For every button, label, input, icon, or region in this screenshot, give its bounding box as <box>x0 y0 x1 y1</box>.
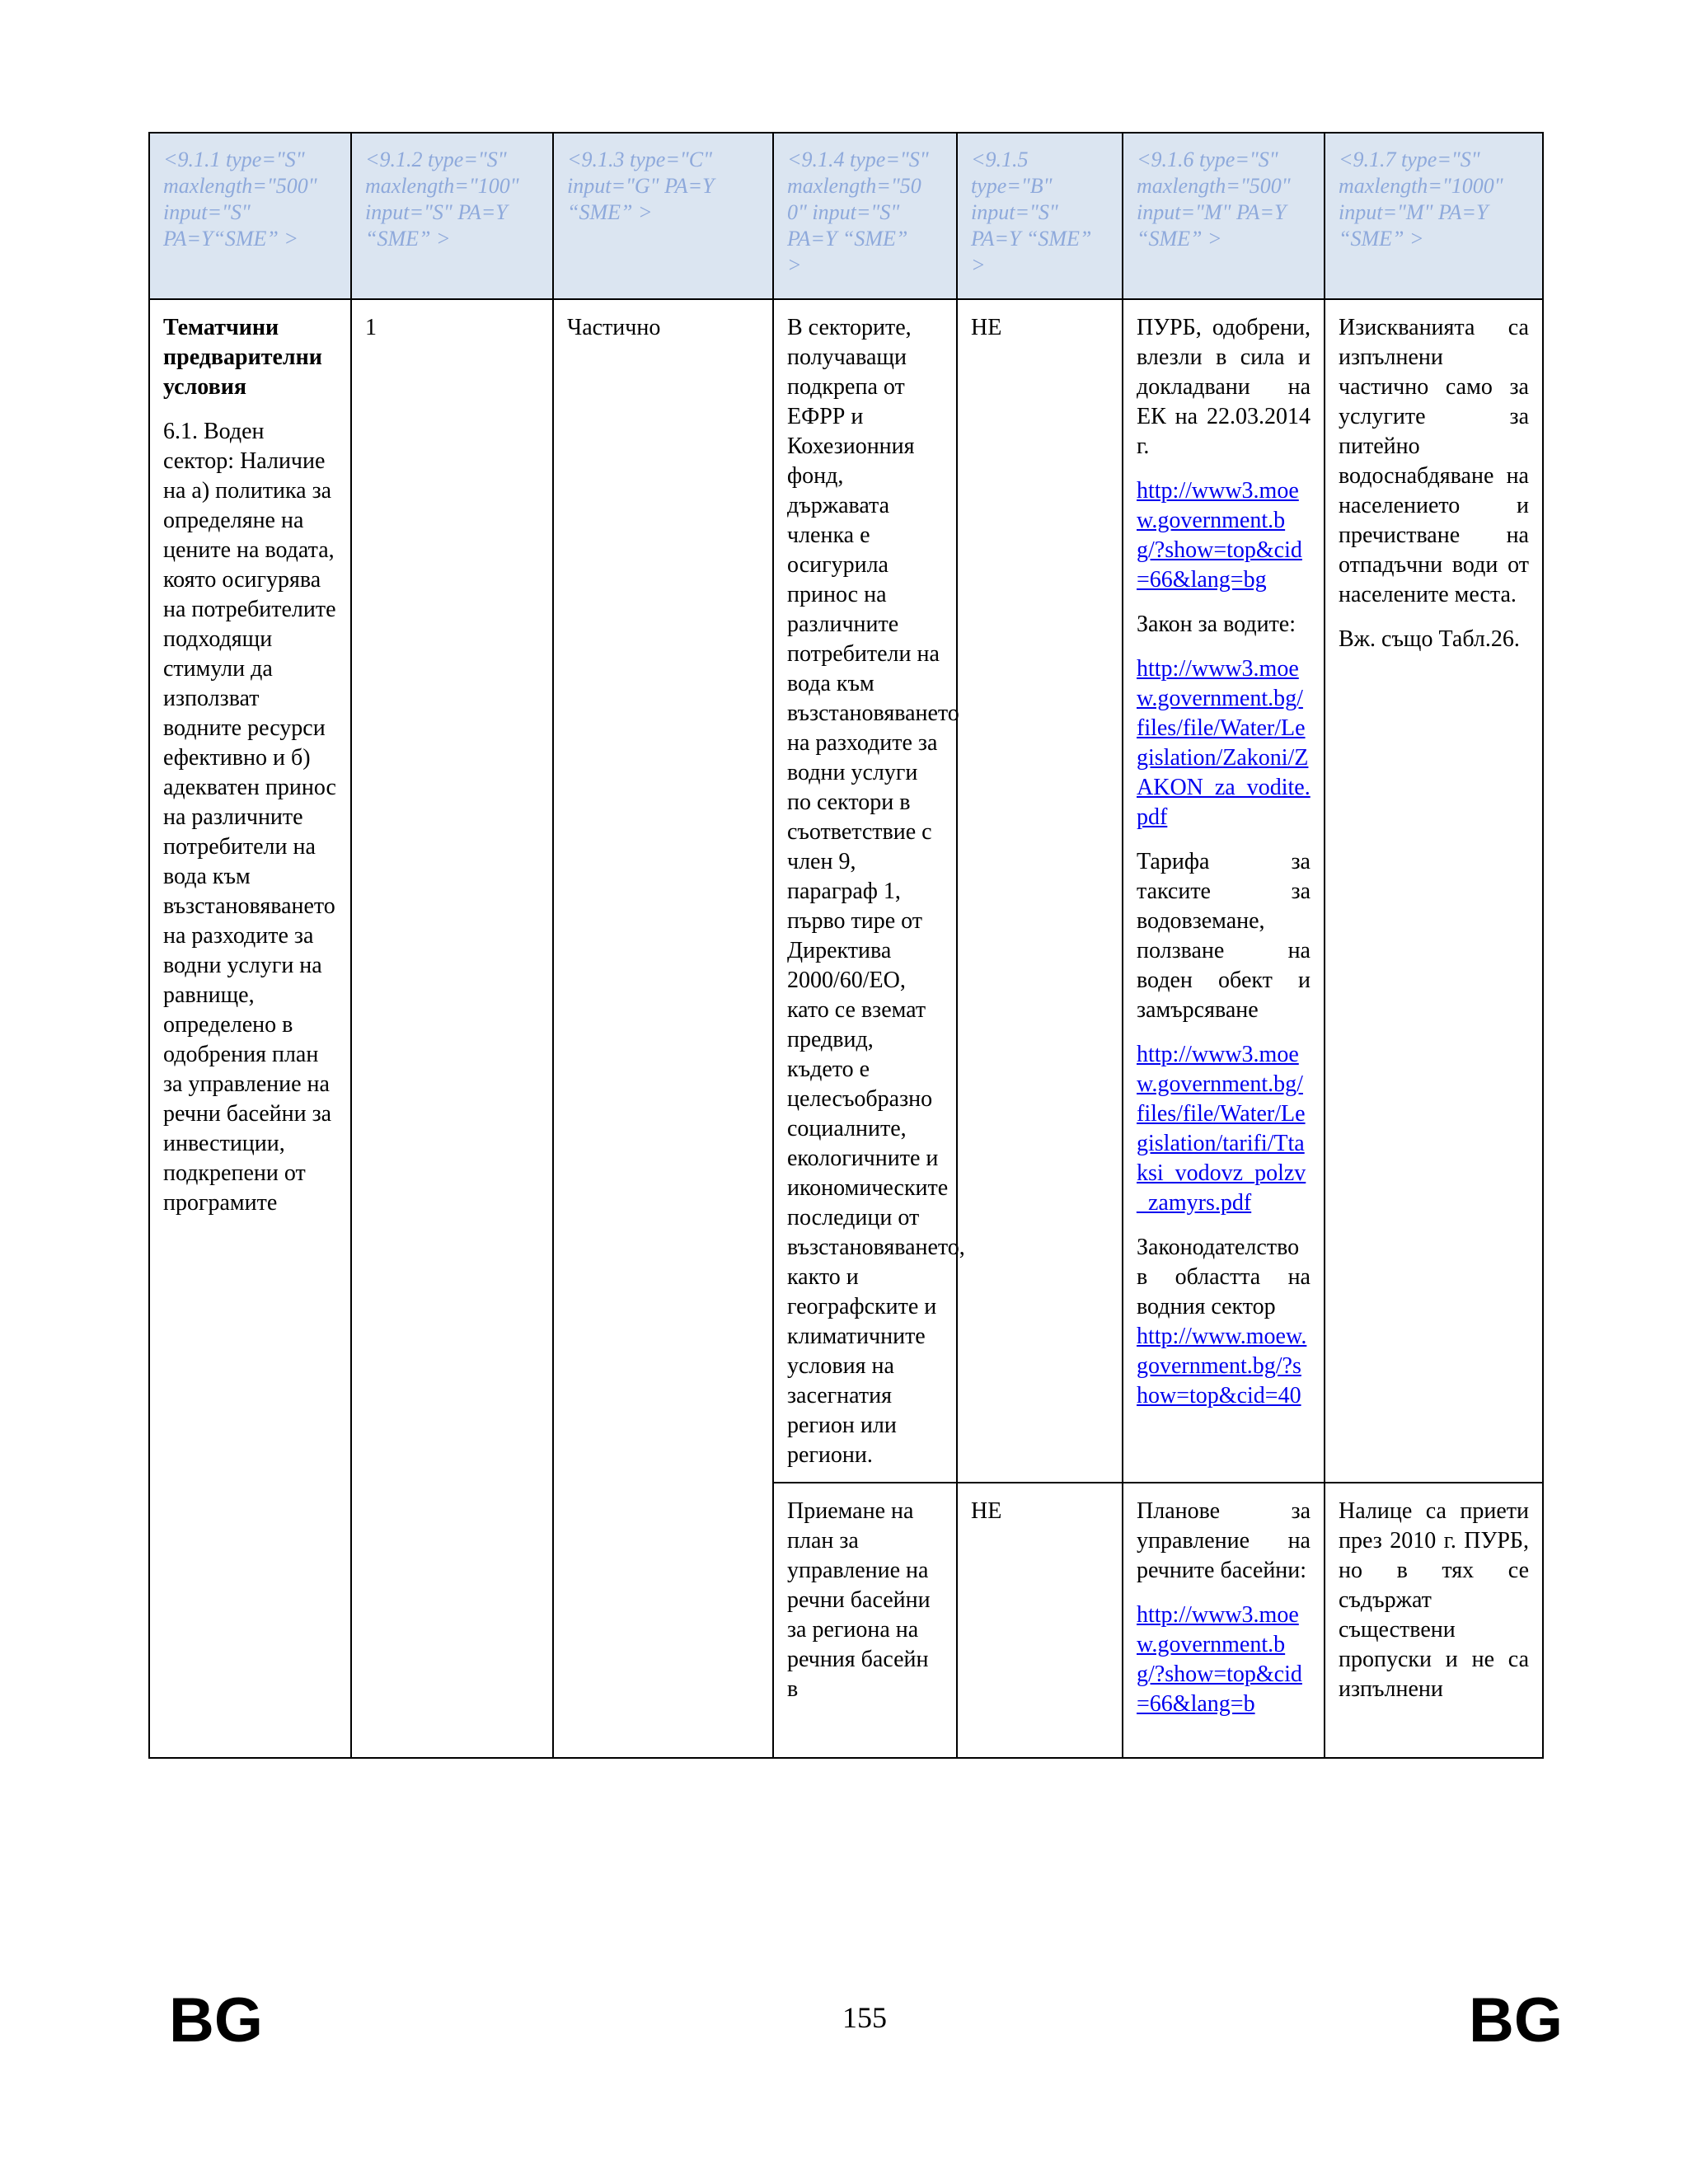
criterion-cell: Приемане на план за управление на речни басейни за региона на речния басейн в <box>773 1483 957 1758</box>
page-number: 155 <box>842 2001 887 2034</box>
reference-text: Закон за водите: <box>1137 612 1296 637</box>
references-cell <box>1123 299 1325 1483</box>
priority-cell: 1 <box>351 299 553 1758</box>
reference-link[interactable]: http://www3.moew.government.bg/?show=top&cid=66&lang=bg <box>1137 478 1302 593</box>
header-text: <9.1.5 type="B" input="S" PA=Y “SME” > <box>971 148 1092 277</box>
header-text: <9.1.3 type="C" input="G" PA=Y “SME” > <box>567 148 715 224</box>
explanation-text: Вж. също Табл.26. <box>1339 626 1520 652</box>
header-text: <9.1.2 type="S" maxlength="100" input="S" PA=Y “SME” > <box>365 148 519 251</box>
header-text: <9.1.6 type="S" maxlength="500" input="M" PA=Y “SME” > <box>1137 148 1291 251</box>
explanation-text: Изискванията са изпълнени частично само за услугите за питейно водоснабдяване на населението и пречистване на отпадъчни води от населените места. <box>1339 315 1529 607</box>
criterion-cell: В секторите, получаващи подкрепа от ЕФРР и Кохезионния фонд, държавата членка е осигурила принос на различните потребители на вода към възстановяването на разходите за водни услуги по сектори в съответствие с член 9, параграф 1, първо тире от Директива 2000/60/ЕО, като се вземат предвид, където е целесъобразно социалните, екологичните и икономическите последици от възстановяването, както и географските и климатичните условия на засегнатия регион или региони. <box>773 299 957 1483</box>
reference-link[interactable]: http://www3.moew.government.bg/?show=top&cid=66&lang=b <box>1137 1602 1302 1717</box>
header-cell-9-1-2 <box>351 133 553 299</box>
header-text: <9.1.4 type="S" maxlength="50 0" input="S" PA=Y “SME” > <box>787 148 929 277</box>
header-cell-9-1-1 <box>149 133 351 299</box>
header-cell-9-1-6 <box>1123 133 1325 299</box>
reference-link[interactable]: http://www.moew.government.bg/?show=top&cid=40 <box>1137 1324 1307 1408</box>
reference-text: ПУРБ, одобрени, влезли в сила и докладвани на ЕК на 22.03.2014 г. <box>1137 315 1311 459</box>
header-text: <9.1.7 type="S" maxlength="1000" input="M" PA=Y “SME” > <box>1339 148 1503 251</box>
table-row <box>149 299 1543 1483</box>
header-row <box>149 133 1543 299</box>
header-cell-9-1-7 <box>1325 133 1543 299</box>
header-cell-9-1-5 <box>957 133 1123 299</box>
reference-text: Планове за управление на речните басейни: <box>1137 1498 1311 1583</box>
criterion-met-cell: НЕ <box>957 1483 1123 1758</box>
explanation-cell: Налице са приети през 2010 г. ПУРБ, но в тях се съдържат съществени пропуски и не са изпълнени <box>1325 1483 1543 1758</box>
document-table <box>148 132 1544 1759</box>
condition-title: Тематчини предварителни условия <box>163 315 322 400</box>
condition-text: 6.1. Воден сектор: Наличие на а) политика за определяне на цените на водата, която осигурява на потребителите подходящи стимули да използват водните ресурси ефективно и б) адекватен принос на различните потребители на вода към възстановяването на разходите за водни услуги на равнище, определено в одобрения план за управление на речни басейни за инвестиции, подкрепени от програмите <box>163 419 336 1216</box>
references-cell <box>1123 1483 1325 1758</box>
reference-text: Законодателство в областта на водния сектор <box>1137 1235 1311 1319</box>
fulfilment-cell: Частично <box>553 299 773 1758</box>
condition-cell <box>149 299 351 1758</box>
explanation-cell <box>1325 299 1543 1483</box>
header-text: <9.1.1 type="S" maxlength="500" input="S" PA=Y“SME” > <box>163 148 317 251</box>
reference-link[interactable]: http://www3.moew.government.bg/files/file/Water/Legislation/Zakoni/ZAKON_za_vodite.pdf <box>1137 656 1311 830</box>
language-label-left: BG <box>169 1985 263 2055</box>
reference-link[interactable]: http://www3.moew.government.bg/files/file/Water/Legislation/tarifi/Ttaksi_vodovz_polzv_zamyrs.pdf <box>1137 1042 1306 1216</box>
header-cell-9-1-4 <box>773 133 957 299</box>
language-label-right: BG <box>1469 1985 1563 2055</box>
header-cell-9-1-3 <box>553 133 773 299</box>
criterion-met-cell: НЕ <box>957 299 1123 1483</box>
reference-text: Тарифа за таксите за водовземане, ползване на воден обект и замърсяване <box>1137 849 1311 1023</box>
